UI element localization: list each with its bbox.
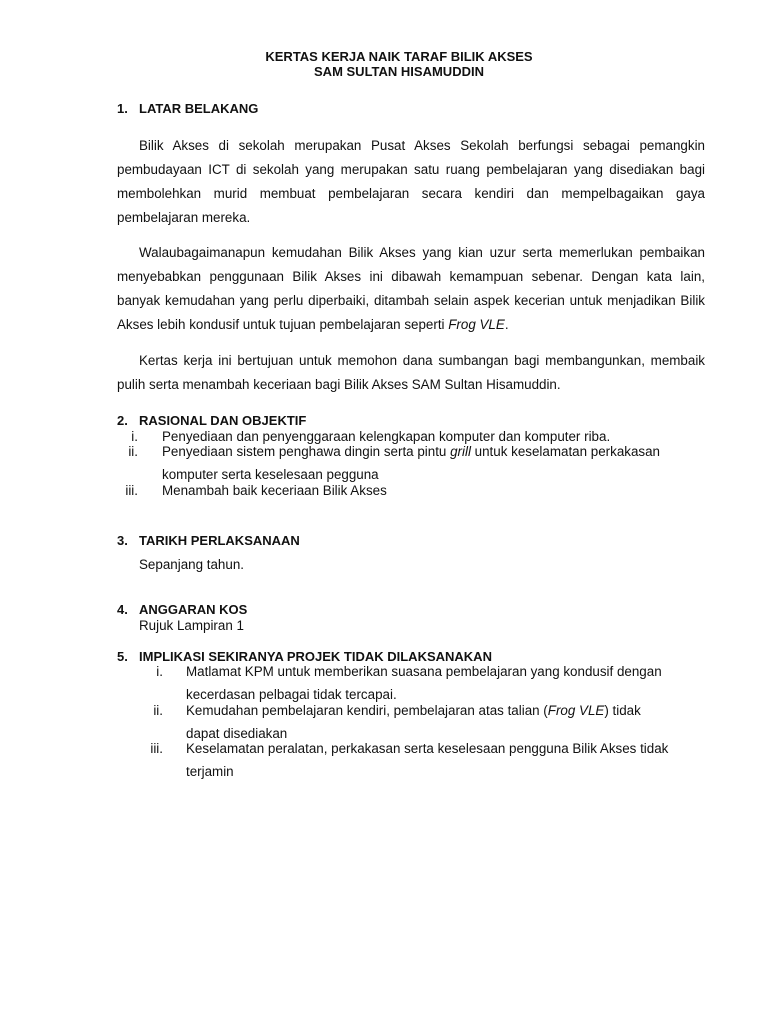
paragraph-end: .	[504, 317, 509, 332]
section-number: 2.	[117, 413, 128, 428]
section-title: IMPLIKASI SEKIRANYA PROJEK TIDAK DILAKSANAKAN	[139, 649, 492, 664]
list-numeral: ii.	[128, 444, 138, 459]
section-title: RASIONAL DAN OBJEKTIF	[139, 413, 307, 428]
paragraph-text: Bilik Akses di sekolah merupakan Pusat Akses Sekolah berfungsi sebagai pemangkin pembudayaan ICT di sekolah yang merupakan satu ruang pembelajaran yang disediakan bagi membolehkan murid membuat pembelajaran secara kendiri dan mempelbagaikan gaya pembelajaran mereka.	[117, 138, 705, 225]
list-item-text: Keselamatan peralatan, perkakasan serta keselesaan pengguna Bilik Akses tidak	[186, 741, 669, 756]
italic-term: Frog VLE	[547, 703, 605, 718]
section-1-paragraph-3	[117, 349, 705, 397]
list-numeral: ii.	[153, 703, 163, 718]
section-3-body: Sepanjang tahun.	[139, 557, 244, 572]
section-1-paragraph-1	[117, 134, 705, 230]
section-5-heading	[117, 649, 492, 665]
section-title: ANGGARAN KOS	[139, 602, 248, 617]
section-number: 1.	[117, 101, 128, 116]
paragraph-text: Kertas kerja ini bertujuan untuk memohon dana sumbangan bagi membangunkan, membaik pulih serta menambah keceriaan bagi Bilik Akses SAM Sultan Hisamuddin.	[117, 353, 705, 392]
list-numeral: i.	[131, 429, 138, 444]
section-1-paragraph-2	[117, 241, 705, 337]
section-number: 3.	[117, 533, 128, 548]
section-4-body: Rujuk Lampiran 1	[139, 618, 244, 633]
italic-term: Frog VLE	[448, 317, 505, 332]
list-item-continuation: komputer serta keselesaan pegguna	[162, 467, 379, 482]
section-3-heading	[117, 533, 300, 549]
paragraph-text: Walaubagaimanapun kemudahan Bilik Akses yang kian uzur serta memerlukan pembaikan menyebabkan penggunaan Bilik Akses ini dibawah kemampuan sebenar. Dengan kata lain, banyak kemudahan yang perlu diperbaiki, ditambah selain aspek kecerian untuk menjadikan Bilik Akses lebih kondusif untuk tujuan pembelajaran seperti	[117, 245, 705, 332]
document-title-line1: KERTAS KERJA NAIK TARAF BILIK AKSES	[265, 49, 533, 64]
list-numeral: iii.	[125, 483, 138, 498]
section-number: 5.	[117, 649, 128, 664]
list-item-text: Penyediaan dan penyenggaraan kelengkapan komputer dan komputer riba.	[162, 429, 611, 444]
list-item-continuation: dapat disediakan	[186, 726, 288, 741]
list-item-continuation: kecerdasan pelbagai tidak tercapai.	[186, 687, 397, 702]
text-run: Kemudahan pembelajaran kendiri, pembelajaran atas talian (	[186, 703, 548, 718]
text-run: untuk keselamatan perkakasan	[470, 444, 661, 459]
list-numeral: iii.	[150, 741, 163, 756]
document-title-line2: SAM SULTAN HISAMUDDIN	[314, 64, 484, 79]
text-run: Penyediaan sistem penghawa dingin serta pintu	[162, 444, 451, 459]
italic-term: grill	[450, 444, 471, 459]
text-run: ) tidak	[604, 703, 641, 718]
section-2-heading	[117, 413, 306, 429]
list-item-text: Matlamat KPM untuk memberikan suasana pembelajaran yang kondusif dengan	[186, 664, 662, 679]
list-item-text	[186, 703, 641, 719]
section-number: 4.	[117, 602, 128, 617]
list-item-continuation: terjamin	[186, 764, 234, 779]
section-title: LATAR BELAKANG	[139, 101, 259, 116]
section-title: TARIKH PERLAKSANAAN	[139, 533, 300, 548]
list-item-text: Menambah baik keceriaan Bilik Akses	[162, 483, 387, 498]
list-numeral: i.	[156, 664, 163, 679]
list-item-text	[162, 444, 660, 460]
section-4-heading	[117, 602, 247, 618]
section-1-heading	[117, 101, 258, 117]
